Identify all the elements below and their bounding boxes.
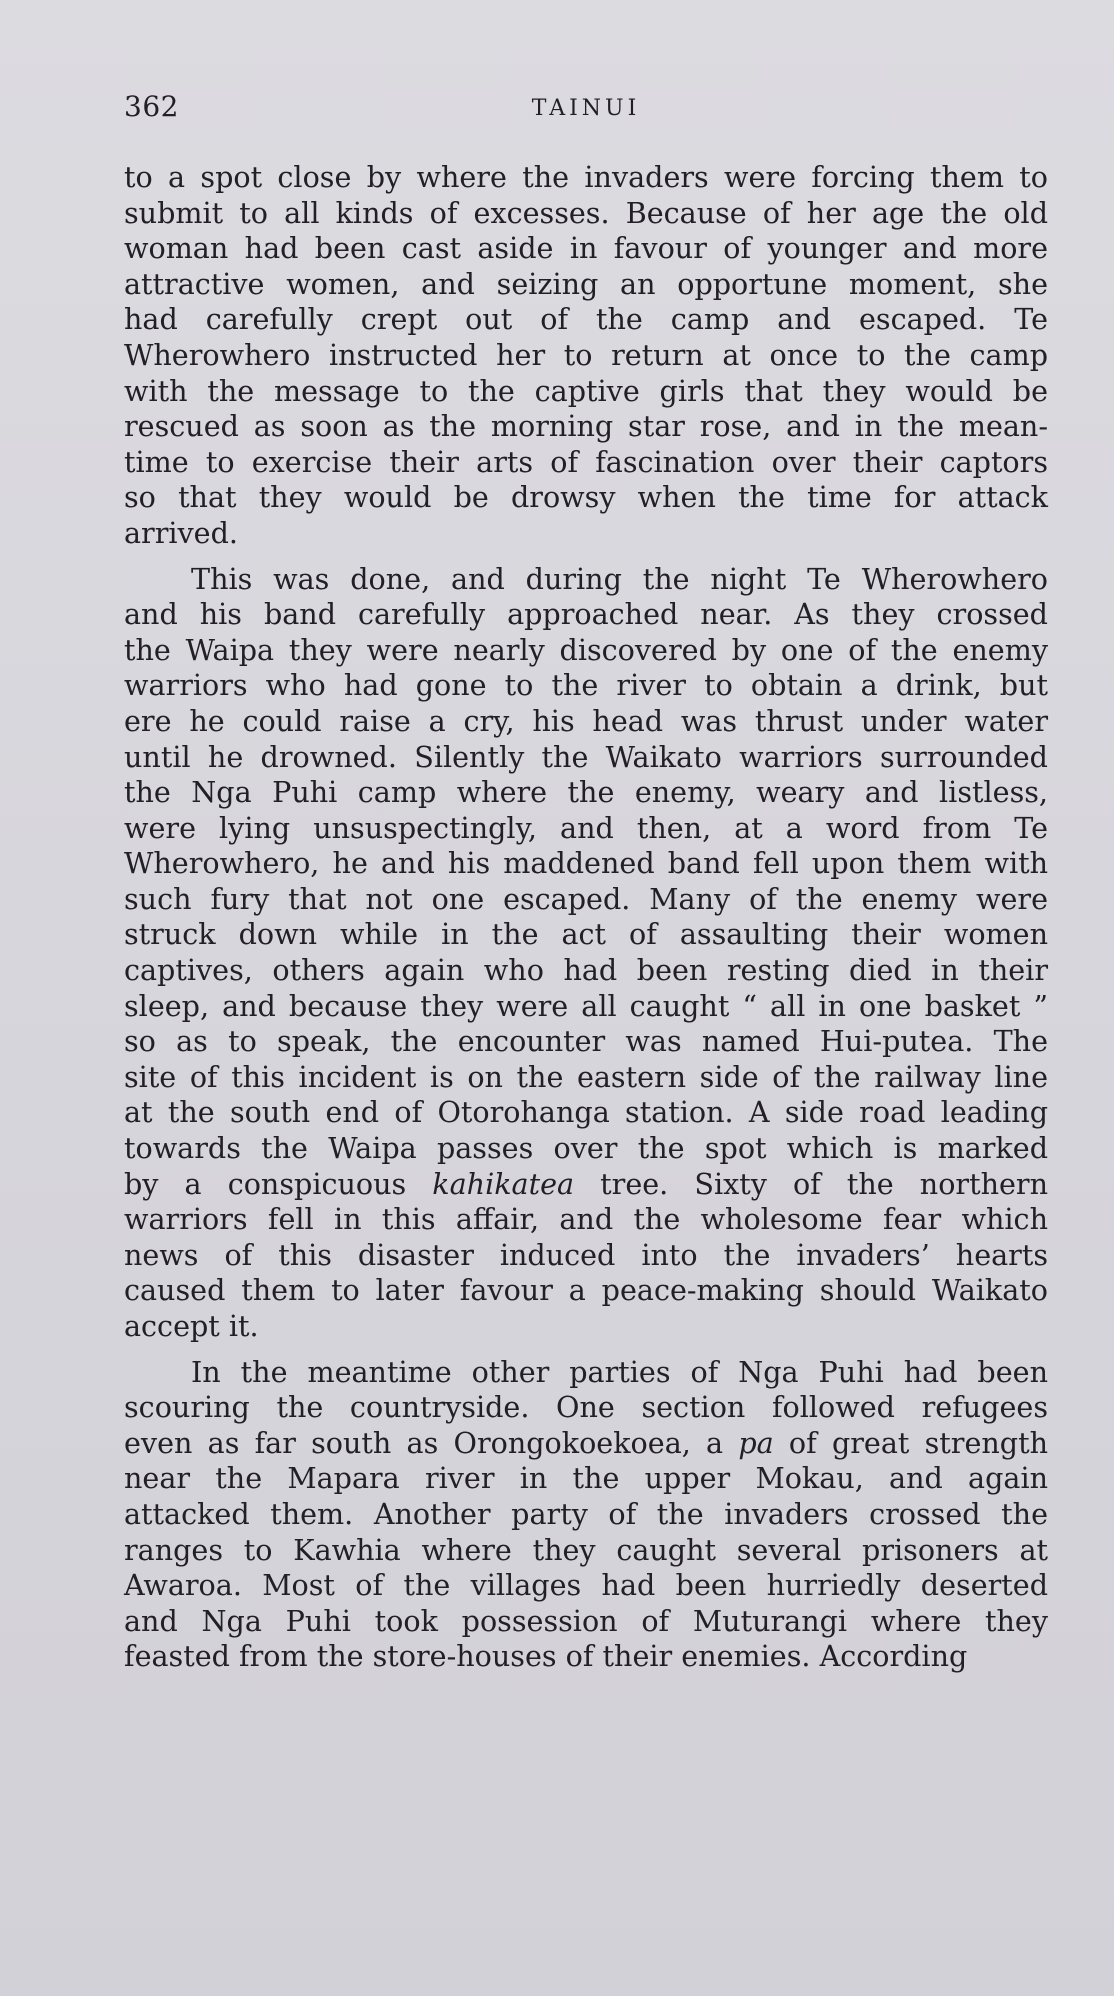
text-line	[124, 1390, 1048, 1426]
text-segment: the Waipa they were nearly discovered by one of the enemy	[124, 632, 1048, 667]
text-segment: sleep, and because they were all caught “ all in one basket ”	[124, 988, 1048, 1023]
text-segment: site of this incident is on the eastern side of the railway line	[124, 1059, 1048, 1094]
text-segment: tree. Sixty of the northern	[574, 1166, 1048, 1201]
page-header	[124, 90, 1048, 130]
text-line	[124, 953, 1048, 989]
body-text	[124, 160, 1048, 1675]
text-line	[124, 231, 1048, 267]
text-segment: to a spot close by where the invaders were forcing them to	[124, 160, 1048, 194]
text-segment: even as far south as Orongokoekoea, a	[124, 1425, 739, 1460]
page-number: 362	[124, 90, 179, 123]
italic-term: pa	[738, 1425, 774, 1460]
text-segment: scouring the countryside. One section followed refugees	[124, 1390, 1048, 1425]
text-segment: warriors who had gone to the river to obtain a drink, but	[124, 668, 1048, 703]
text-segment: and Nga Puhi took possession of Muturangi where they	[124, 1603, 1048, 1638]
text-segment: near the Mapara river in the upper Mokau, and again	[124, 1461, 1048, 1496]
text-segment: with the message to the captive girls that they would be	[124, 373, 1048, 408]
paragraph	[124, 160, 1048, 552]
text-line	[124, 775, 1048, 811]
text-segment: until he drowned. Silently the Waikato warriors surrounded	[124, 739, 1048, 774]
text-line	[124, 196, 1048, 232]
text-line	[124, 1131, 1048, 1167]
text-line	[124, 917, 1048, 953]
text-segment: and his band carefully approached near. As they crossed	[124, 597, 1048, 632]
text-line	[124, 374, 1048, 410]
text-segment: attacked them. Another party of the invaders crossed the	[124, 1496, 1048, 1531]
text-segment: at the south end of Otorohanga station. A side road leading	[124, 1095, 1048, 1130]
text-line	[124, 989, 1048, 1025]
text-segment: arrived.	[124, 515, 238, 550]
text-line	[124, 1426, 1048, 1462]
text-line	[124, 302, 1048, 338]
text-segment: had carefully crept out of the camp and escaped. Te	[124, 302, 1048, 337]
text-line	[124, 1604, 1048, 1640]
text-segment: news of this disaster induced into the invaders’ hearts	[124, 1237, 1048, 1272]
paragraph	[124, 1355, 1048, 1675]
text-line	[124, 668, 1048, 704]
text-line	[124, 480, 1048, 516]
text-segment: submit to all kinds of excesses. Because of her age the old	[124, 195, 1048, 230]
text-line	[124, 811, 1048, 847]
text-line	[124, 1355, 1048, 1391]
text-segment: captives, others again who had been resting died in their	[124, 953, 1048, 988]
text-segment: time to exercise their arts of fascination over their captors	[124, 444, 1048, 479]
text-segment: feasted from the store-houses of their enemies. According	[124, 1639, 968, 1674]
text-segment: of great strength	[773, 1425, 1048, 1460]
text-line	[124, 1461, 1048, 1497]
text-line	[124, 704, 1048, 740]
text-segment: rescued as soon as the morning star rose, and in the mean-	[124, 409, 1048, 444]
text-segment: warriors fell in this affair, and the wholesome fear which	[124, 1202, 1048, 1237]
italic-term: kahikatea	[432, 1166, 575, 1201]
text-line	[124, 516, 1048, 552]
text-line	[124, 1568, 1048, 1604]
text-line	[124, 160, 1048, 196]
text-line	[124, 1095, 1048, 1131]
text-line	[124, 633, 1048, 669]
text-line	[124, 1309, 1048, 1345]
text-segment: ere he could raise a cry, his head was thrust under water	[124, 703, 1048, 738]
text-segment: the Nga Puhi camp where the enemy, weary and listless,	[124, 775, 1048, 810]
text-segment: were lying unsuspectingly, and then, at a word from Te	[124, 810, 1048, 845]
text-line	[124, 740, 1048, 776]
text-segment: attractive women, and seizing an opportune moment, she	[124, 266, 1048, 301]
text-line	[124, 1497, 1048, 1533]
text-segment: so that they would be drowsy when the time for attack	[124, 480, 1048, 515]
text-segment: towards the Waipa passes over the spot which is marked	[124, 1131, 1048, 1166]
text-line	[124, 445, 1048, 481]
text-segment: This was done, and during the night Te Wherowhero	[191, 561, 1048, 596]
text-segment: accept it.	[124, 1309, 259, 1343]
text-line	[124, 1024, 1048, 1060]
text-line	[124, 1639, 1048, 1675]
text-line	[124, 1238, 1048, 1274]
text-segment: Awaroa. Most of the villages had been hurriedly deserted	[124, 1568, 1048, 1603]
text-line	[124, 1167, 1048, 1203]
text-segment: ranges to Kawhia where they caught several prisoners at	[124, 1532, 1048, 1567]
text-line	[124, 597, 1048, 633]
text-segment: Wherowhero instructed her to return at once to the camp	[124, 337, 1048, 372]
text-segment: Wherowhero, he and his maddened band fell upon them with	[124, 846, 1048, 881]
text-segment: In the meantime other parties of Nga Puhi had been	[191, 1354, 1048, 1389]
text-segment: such fury that not one escaped. Many of the enemy were	[124, 881, 1048, 916]
text-segment: caused them to later favour a peace-making should Waikato	[124, 1273, 1048, 1308]
text-line	[124, 1273, 1048, 1309]
text-segment: struck down while in the act of assaulting their women	[124, 917, 1048, 952]
text-line	[124, 1060, 1048, 1096]
text-line	[124, 409, 1048, 445]
text-line	[124, 1533, 1048, 1569]
text-segment: woman had been cast aside in favour of younger and more	[124, 231, 1048, 266]
text-segment: by a conspicuous	[124, 1166, 433, 1201]
paragraph	[124, 562, 1048, 1345]
running-head: TAINUI	[531, 96, 641, 121]
text-line	[124, 267, 1048, 303]
text-line	[124, 1202, 1048, 1238]
text-line	[124, 562, 1048, 598]
text-line	[124, 846, 1048, 882]
text-line	[124, 882, 1048, 918]
text-segment: so as to speak, the encounter was named Hui-putea. The	[124, 1024, 1048, 1059]
text-line	[124, 338, 1048, 374]
